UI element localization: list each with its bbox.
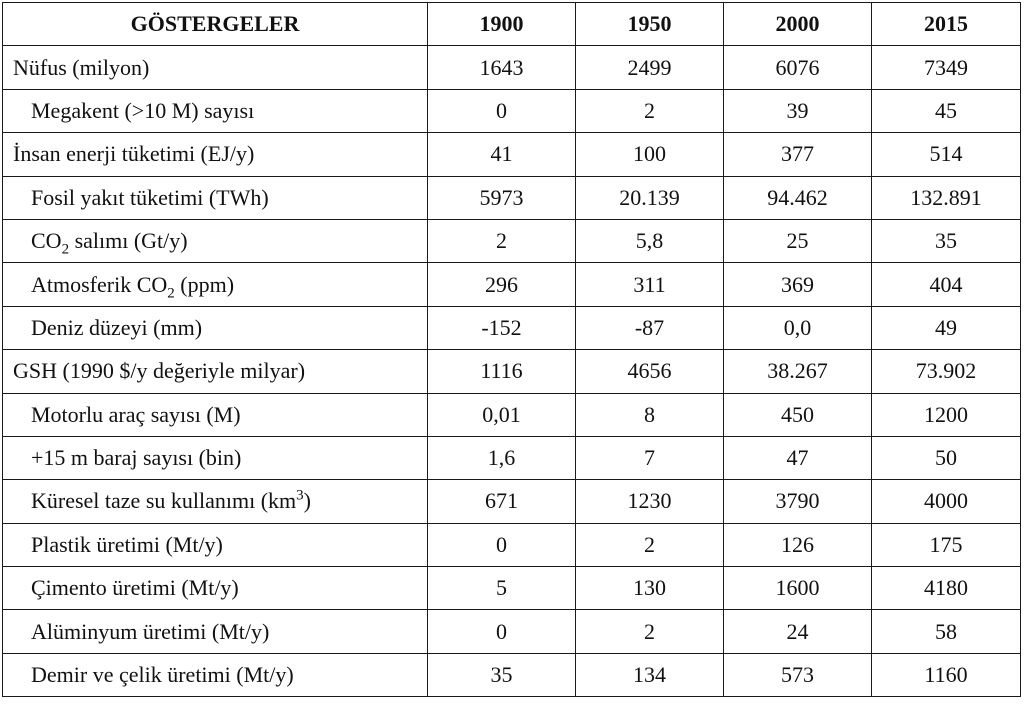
value-cell-1900: 0,01 bbox=[428, 393, 576, 436]
value-cell-2000: 3790 bbox=[724, 480, 872, 523]
row-label bbox=[3, 89, 428, 132]
indicators-table bbox=[2, 2, 1021, 697]
row-label bbox=[3, 133, 428, 176]
value-cell-2015: 175 bbox=[872, 523, 1021, 566]
row-label bbox=[3, 610, 428, 653]
indicators-table-container bbox=[2, 2, 1021, 697]
row-label bbox=[3, 306, 428, 349]
value-cell-2015: 514 bbox=[872, 133, 1021, 176]
value-cell-1900: 1116 bbox=[428, 350, 576, 393]
value-cell-1950: 20.139 bbox=[576, 176, 724, 219]
value-cell-2015: 73.902 bbox=[872, 350, 1021, 393]
value-cell-1950: 7 bbox=[576, 436, 724, 479]
value-cell-2015: 1160 bbox=[872, 653, 1021, 696]
value-cell-1950: 8 bbox=[576, 393, 724, 436]
value-cell-2000: 377 bbox=[724, 133, 872, 176]
value-cell-1950: 100 bbox=[576, 133, 724, 176]
table-row bbox=[3, 480, 1021, 523]
value-cell-1900: -152 bbox=[428, 306, 576, 349]
row-label-text-suffix: ) bbox=[303, 488, 311, 514]
value-cell-1950: 4656 bbox=[576, 350, 724, 393]
value-cell-2000: 0,0 bbox=[724, 306, 872, 349]
table-row bbox=[3, 436, 1021, 479]
table-row bbox=[3, 89, 1021, 132]
value-cell-1900: 671 bbox=[428, 480, 576, 523]
value-cell-2000: 126 bbox=[724, 523, 872, 566]
table-row bbox=[3, 263, 1021, 306]
value-cell-1900: 2 bbox=[428, 219, 576, 262]
value-cell-1950: 2 bbox=[576, 610, 724, 653]
table-row bbox=[3, 133, 1021, 176]
value-cell-2015: 45 bbox=[872, 89, 1021, 132]
row-label bbox=[3, 653, 428, 696]
value-cell-2000: 25 bbox=[724, 219, 872, 262]
table-row bbox=[3, 46, 1021, 89]
value-cell-2015: 50 bbox=[872, 436, 1021, 479]
value-cell-1900: 1643 bbox=[428, 46, 576, 89]
value-cell-2015: 7349 bbox=[872, 46, 1021, 89]
value-cell-2000: 24 bbox=[724, 610, 872, 653]
value-cell-1950: 2 bbox=[576, 523, 724, 566]
table-row bbox=[3, 219, 1021, 262]
value-cell-2015: 4000 bbox=[872, 480, 1021, 523]
value-cell-2015: 404 bbox=[872, 263, 1021, 306]
row-label bbox=[3, 436, 428, 479]
value-cell-1950: 2499 bbox=[576, 46, 724, 89]
table-row bbox=[3, 523, 1021, 566]
row-label-text: İnsan enerji tüketimi (EJ/y) bbox=[13, 141, 255, 167]
value-cell-1900: 0 bbox=[428, 89, 576, 132]
row-label bbox=[3, 523, 428, 566]
value-cell-2015: 35 bbox=[872, 219, 1021, 262]
header-year-1900: 1900 bbox=[428, 3, 576, 46]
value-cell-2000: 450 bbox=[724, 393, 872, 436]
row-label bbox=[3, 46, 428, 89]
row-label-text: Demir ve çelik üretimi (Mt/y) bbox=[31, 662, 294, 688]
value-cell-1900: 0 bbox=[428, 610, 576, 653]
value-cell-1900: 35 bbox=[428, 653, 576, 696]
value-cell-1950: -87 bbox=[576, 306, 724, 349]
row-label-text: Alüminyum üretimi (Mt/y) bbox=[31, 618, 270, 644]
value-cell-2015: 4180 bbox=[872, 567, 1021, 610]
value-cell-2015: 49 bbox=[872, 306, 1021, 349]
row-label bbox=[3, 480, 428, 523]
table-row bbox=[3, 306, 1021, 349]
header-year-2015: 2015 bbox=[872, 3, 1021, 46]
row-label-text: Motorlu araç sayısı (M) bbox=[31, 401, 241, 427]
row-label-text: GSH (1990 $/y değeriyle milyar) bbox=[13, 358, 306, 384]
row-label-text: Fosil yakıt tüketimi (TWh) bbox=[31, 184, 269, 210]
table-row bbox=[3, 176, 1021, 219]
table-row bbox=[3, 567, 1021, 610]
value-cell-1950: 134 bbox=[576, 653, 724, 696]
value-cell-2000: 94.462 bbox=[724, 176, 872, 219]
value-cell-2015: 58 bbox=[872, 610, 1021, 653]
value-cell-2015: 1200 bbox=[872, 393, 1021, 436]
header-year-2000: 2000 bbox=[724, 3, 872, 46]
row-label-text: +15 m baraj sayısı (bin) bbox=[31, 445, 242, 471]
value-cell-2000: 38.267 bbox=[724, 350, 872, 393]
row-label-text: Küresel taze su kullanımı (km bbox=[31, 488, 297, 514]
row-label-text-suffix: (ppm) bbox=[174, 271, 235, 297]
value-cell-1900: 296 bbox=[428, 263, 576, 306]
value-cell-1900: 1,6 bbox=[428, 436, 576, 479]
value-cell-2000: 1600 bbox=[724, 567, 872, 610]
value-cell-1950: 5,8 bbox=[576, 219, 724, 262]
row-label-text: CO bbox=[31, 228, 62, 254]
value-cell-1900: 41 bbox=[428, 133, 576, 176]
value-cell-2000: 573 bbox=[724, 653, 872, 696]
row-label-text: Çimento üretimi (Mt/y) bbox=[31, 575, 239, 601]
value-cell-2015: 132.891 bbox=[872, 176, 1021, 219]
value-cell-1900: 5 bbox=[428, 567, 576, 610]
subscript: 2 bbox=[61, 241, 70, 258]
table-row bbox=[3, 350, 1021, 393]
row-label bbox=[3, 350, 428, 393]
row-label bbox=[3, 263, 428, 306]
subscript: 2 bbox=[167, 284, 175, 301]
value-cell-2000: 47 bbox=[724, 436, 872, 479]
header-row bbox=[3, 3, 1021, 46]
row-label-text: Atmosferik CO bbox=[31, 271, 168, 297]
row-label-text: Nüfus (milyon) bbox=[13, 54, 150, 80]
value-cell-2000: 39 bbox=[724, 89, 872, 132]
value-cell-2000: 6076 bbox=[724, 46, 872, 89]
value-cell-1950: 130 bbox=[576, 567, 724, 610]
row-label-text: Deniz düzeyi (mm) bbox=[31, 314, 203, 340]
header-year-1950: 1950 bbox=[576, 3, 724, 46]
row-label-text: Megakent (>10 M) sayısı bbox=[31, 97, 255, 123]
superscript: 3 bbox=[296, 488, 304, 505]
table-row bbox=[3, 393, 1021, 436]
row-label bbox=[3, 176, 428, 219]
row-label bbox=[3, 567, 428, 610]
value-cell-1900: 5973 bbox=[428, 176, 576, 219]
value-cell-1950: 2 bbox=[576, 89, 724, 132]
row-label-text-suffix: salımı (Gt/y) bbox=[69, 228, 188, 254]
table-row bbox=[3, 610, 1021, 653]
row-label bbox=[3, 219, 428, 262]
value-cell-1900: 0 bbox=[428, 523, 576, 566]
header-indicators: GÖSTERGELER bbox=[3, 3, 428, 46]
value-cell-2000: 369 bbox=[724, 263, 872, 306]
row-label bbox=[3, 393, 428, 436]
row-label-text: Plastik üretimi (Mt/y) bbox=[31, 531, 223, 557]
value-cell-1950: 311 bbox=[576, 263, 724, 306]
table-row bbox=[3, 653, 1021, 696]
value-cell-1950: 1230 bbox=[576, 480, 724, 523]
